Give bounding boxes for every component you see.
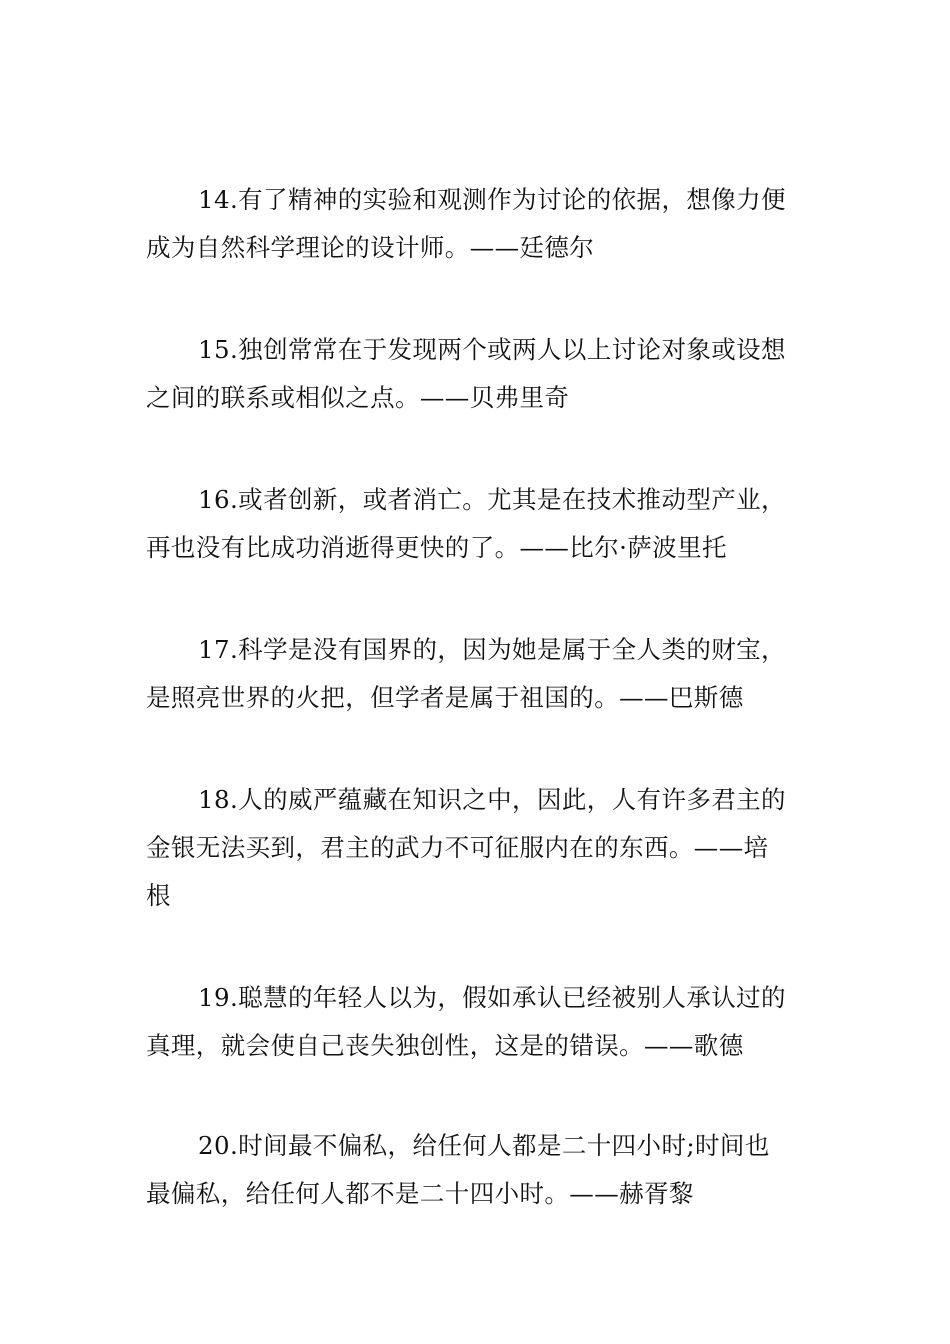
quote-16 [146,476,808,572]
quote-19 [146,974,808,1070]
quote-line: 成为自然科学理论的设计师。——廷德尔 [146,233,595,262]
quote-line: 根 [146,881,171,910]
quote-line: 20.时间最不偏私，给任何人都是二十四小时;时间也 [198,1131,770,1160]
quote-line: 再也没有比成功消逝得更快的了。——比尔·萨波里托 [146,533,727,562]
quote-line: 金银无法买到，君主的武力不可征服内在的东西。——培 [146,833,769,862]
quote-line: 17.科学是没有国界的，因为她是属于全人类的财宝， [198,635,786,664]
quote-line: 真理，就会使自己丧失独创性，这是的错误。——歌德 [146,1031,744,1060]
quote-line: 14.有了精神的实验和观测作为讨论的依据，想像力便 [198,185,786,214]
quote-line: 15.独创常常在于发现两个或两人以上讨论对象或设想 [198,335,786,364]
quote-line: 之间的联系或相似之点。——贝弗里奇 [146,383,570,412]
quote-14 [146,176,808,272]
quote-line: 是照亮世界的火把，但学者是属于祖国的。——巴斯德 [146,683,744,712]
quote-line: 18.人的威严蕴藏在知识之中，因此，人有许多君主的 [198,785,786,814]
quote-15 [146,326,808,422]
quote-17 [146,626,808,722]
quote-20 [146,1122,808,1218]
quote-line: 19.聪慧的年轻人以为，假如承认已经被别人承认过的 [198,983,786,1012]
quote-line: 最偏私，给任何人都不是二十四小时。——赫胥黎 [146,1179,694,1208]
quote-line: 16.或者创新，或者消亡。尤其是在技术推动型产业， [198,485,786,514]
quote-18 [146,776,808,920]
